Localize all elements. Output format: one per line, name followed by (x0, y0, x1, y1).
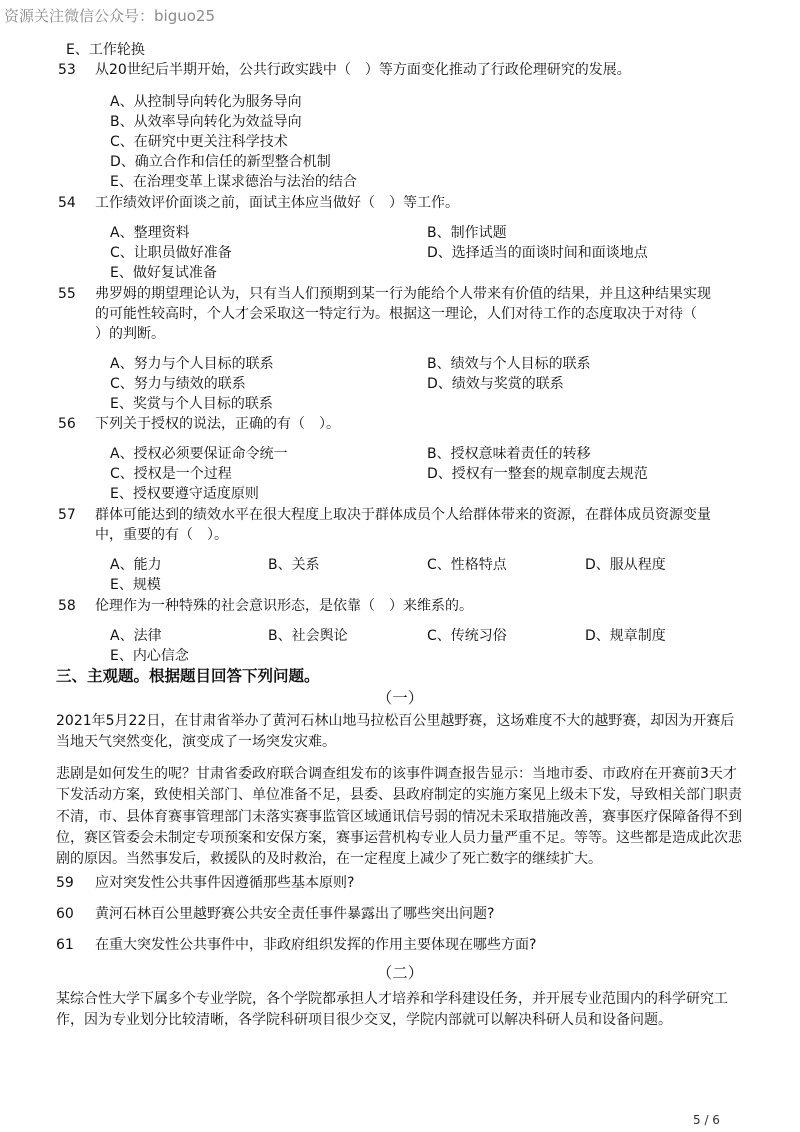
q54-option-e: E、做好复试准备 (110, 265, 217, 281)
question-text-60: 黄河石林百公里越野赛公共安全责任事件暴露出了哪些突出问题? (95, 906, 495, 922)
question-text-61: 在重大突发性公共事件中，非政府组织发挥的作用主要体现在哪些方面? (95, 937, 537, 953)
question-text-58: 伦理作为一种特殊的社会意识形态，是依靠（ ）来维系的。 (95, 598, 473, 614)
q56-option-a: A、授权必须要保证命令统一 (110, 446, 288, 462)
question-text-57-line2: 中，重要的有（ ）。 (95, 527, 228, 543)
q53-option-a: A、从控制导向转化为服务导向 (110, 94, 302, 110)
q54-option-b: B、制作试题 (427, 225, 507, 241)
q58-option-b: B、社会舆论 (268, 628, 348, 644)
question-number-58: 58 (58, 598, 76, 614)
question-number-59: 59 (56, 875, 74, 891)
q58-option-d: D、规章制度 (585, 628, 666, 644)
q56-option-e: E、授权要遵守适度原则 (110, 486, 259, 502)
question-text-56: 下列关于授权的说法，正确的有（ ）。 (95, 416, 340, 432)
q54-option-d: D、选择适当的面谈时间和面谈地点 (427, 245, 648, 261)
q55-option-c: C、努力与绩效的联系 (110, 376, 246, 392)
q57-option-c: C、性格特点 (427, 557, 507, 573)
case-2-title: （二） (376, 964, 424, 982)
q55-option-a: A、努力与个人目标的联系 (110, 356, 274, 372)
q53-option-e: E、在治理变革上谋求德治与法治的结合 (110, 174, 357, 190)
question-text-55-line1: 弗罗姆的期望理论认为，只有当人们预期到某一行为能给个人带来有价值的结果，并且这种结果实现 (95, 286, 711, 302)
q57-option-b: B、关系 (268, 557, 320, 573)
question-number-60: 60 (56, 906, 74, 922)
page-number: 5 / 6 (693, 1113, 720, 1127)
case-1-title: （一） (376, 689, 424, 707)
question-number-53: 53 (58, 62, 76, 78)
q57-option-d: D、服从程度 (585, 557, 666, 573)
q53-option-c: C、在研究中更关注科学技术 (110, 134, 288, 150)
q56-option-d: D、授权有一整套的规章制度去规范 (427, 466, 648, 482)
q53-option-b: B、从效率导向转化为效益导向 (110, 114, 302, 130)
q55-option-d: D、绩效与奖赏的联系 (427, 376, 564, 392)
question-text-53: 从20世纪后半期开始，公共行政实践中（ ）等方面变化推动了行政伦理研究的发展。 (95, 62, 631, 78)
q57-option-e: E、规模 (110, 577, 161, 593)
q56-option-b: B、授权意味着责任的转移 (427, 446, 591, 462)
case-2-paragraph-1: 某综合性大学下属多个专业学院，各个学院都承担人才培养和学科建设任务，并开展专业范围内的科学研究工作，因为专业划分比较清晰，各学院科研项目很少交叉，学院内部就可以解决科研人员和设备问题。 (56, 991, 728, 1029)
question-text-55-line2: 的可能性较高时，个人才会采取这一特定行为。根据这一理论，人们对待工作的态度取决于对待（ (95, 306, 697, 322)
q54-option-a: A、整理资料 (110, 225, 190, 241)
q58-option-c: C、传统习俗 (427, 628, 507, 644)
q58-option-e: E、内心信念 (110, 648, 189, 664)
question-number-55: 55 (58, 286, 76, 302)
question-text-59: 应对突发性公共事件因遵循那些基本原则? (95, 875, 355, 891)
q55-option-b: B、绩效与个人目标的联系 (427, 356, 591, 372)
question-number-54: 54 (58, 195, 76, 211)
case-1-paragraph-2: 悲剧是如何发生的呢？甘肃省委政府联合调查组发布的该事件调查报告显示：当地市委、市政府在开赛前3天才下发活动方案，致使相关部门、单位准备不足，县委、县政府制定的实施方案见上级未下发，导致相关部门职责不清，市、县体育赛事管理部门未落实赛事监管区域通讯信号弱的情况未采取措施改善，赛事医疗保障备得不到位，赛区管委会未制定专项预案和安保方案，赛事运营机构专业人员力量严重不足。等等。这些都是造成此次悲剧的原因。当然事发后，救援队的及时救治，在一定程度上减少了死亡数字的继续扩大。 (56, 766, 742, 868)
question-number-61: 61 (56, 937, 74, 953)
q57-option-a: A、能力 (110, 557, 162, 573)
question-number-56: 56 (58, 416, 76, 432)
watermark-text: 资源关注微信公众号：biguo25 (4, 7, 215, 25)
option-e-q52: E、工作轮换 (66, 42, 145, 58)
case-1-paragraph-1: 2021年5月22日，在甘肃省举办了黄河石林山地马拉松百公里越野赛，这场难度不大的越野赛，却因为开赛后当地天气突然变化，演变成了一场突发灾难。 (56, 713, 735, 751)
q55-option-e: E、奖赏与个人目标的联系 (110, 396, 273, 412)
q58-option-a: A、法律 (110, 628, 162, 644)
q56-option-c: C、授权是一个过程 (110, 466, 232, 482)
question-text-55-line3: ）的判断。 (95, 326, 165, 342)
q54-option-c: C、让职员做好准备 (110, 245, 232, 261)
q53-option-d: D、确立合作和信任的新型整合机制 (110, 154, 331, 170)
section-title: 三、主观题。根据题目回答下列问题。 (56, 667, 320, 685)
question-text-57-line1: 群体可能达到的绩效水平在很大程度上取决于群体成员个人给群体带来的资源，在群体成员资源变量 (95, 507, 711, 523)
question-text-54: 工作绩效评价面谈之前，面试主体应当做好（ ）等工作。 (95, 195, 459, 211)
question-number-57: 57 (58, 507, 76, 523)
